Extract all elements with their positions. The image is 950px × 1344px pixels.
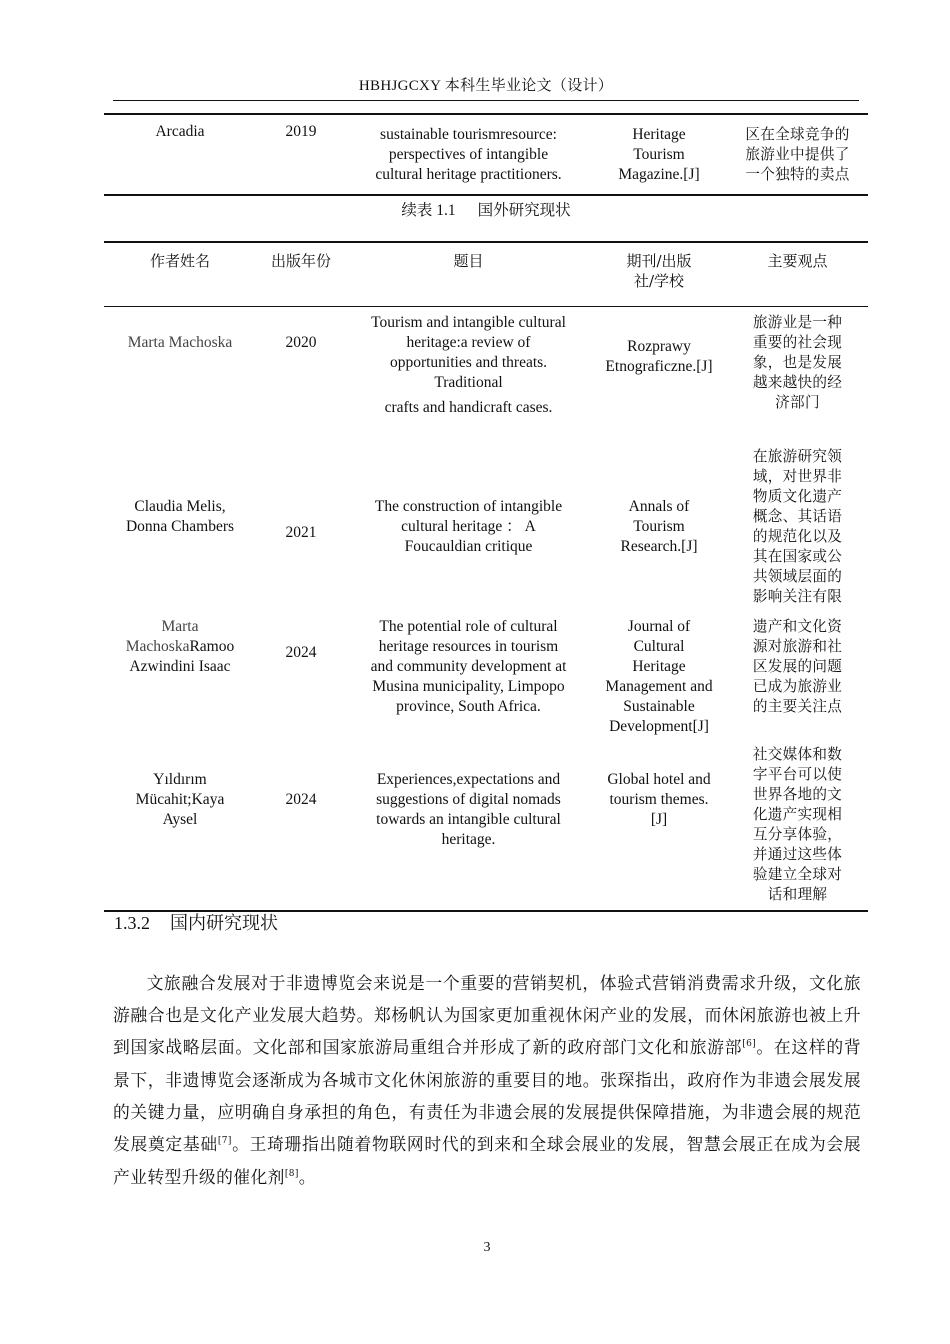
author-line xyxy=(104,637,256,657)
title-line: opportunities and threats. xyxy=(389,354,548,371)
header-year: 出版年份 xyxy=(256,242,346,307)
title-line: cultural heritage ： A xyxy=(401,518,536,535)
header-journal-line: 期刊/出版 xyxy=(626,252,692,270)
view-line: 化遗产实现相 xyxy=(752,806,843,823)
author-line: Aysel xyxy=(162,811,198,828)
view-line: 重要的社会现 xyxy=(752,334,843,351)
view-line: 影响关注有限 xyxy=(752,588,843,605)
view-line: 物质文化遗产 xyxy=(752,488,843,505)
view-line: 在旅游研究领 xyxy=(752,448,843,465)
header-journal xyxy=(591,242,727,307)
table-caption-title: 国外研究现状 xyxy=(477,201,571,219)
view-line: 旅游业中提供了 xyxy=(745,146,850,163)
author-line: Claudia Melis, xyxy=(134,498,226,515)
view-line: 社交媒体和数 xyxy=(752,746,843,763)
title-line: Experiences,expectations and xyxy=(376,771,561,788)
foreign-research-table xyxy=(104,241,868,912)
cell-view xyxy=(727,114,868,195)
section-heading xyxy=(114,910,278,937)
title-line: Musina municipality, Limpopo xyxy=(372,678,565,695)
journal-line: Heritage xyxy=(632,126,686,143)
table-row xyxy=(104,445,868,615)
view-line: 区发展的问题 xyxy=(752,658,843,675)
cell-author xyxy=(104,743,256,911)
journal-line: Research.[J] xyxy=(620,538,698,555)
table-caption xyxy=(104,199,868,222)
cell-view xyxy=(727,445,868,615)
author-line: Donna Chambers xyxy=(125,518,235,535)
cell-title xyxy=(346,307,591,446)
cell-title xyxy=(346,114,591,195)
author-name-part: Ramoo xyxy=(189,638,235,655)
citation-ref: [6] xyxy=(742,1039,757,1050)
journal-line: Journal of xyxy=(627,618,691,635)
cell-title xyxy=(346,445,591,615)
journal-line: Magazine.[J] xyxy=(618,166,700,183)
view-line: 世界各地的文 xyxy=(752,786,843,803)
journal-line: Cultural xyxy=(633,638,685,655)
view-line: 已成为旅游业 xyxy=(752,678,843,695)
author-line: Mücahit;Kaya xyxy=(135,791,225,808)
page-number: 3 xyxy=(483,1240,491,1255)
cell-author: Arcadia xyxy=(155,123,205,140)
cell-year: 2020 xyxy=(285,334,317,351)
title-line: province, South Africa. xyxy=(396,698,541,715)
view-line: 其在国家或公 xyxy=(752,548,843,565)
view-line: 的规范化以及 xyxy=(752,528,843,545)
paragraph-text: 。 xyxy=(298,1166,316,1187)
view-line: 象，也是发展 xyxy=(752,354,843,371)
citation-ref: [7] xyxy=(217,1136,232,1147)
author-line: Yıldırım xyxy=(153,771,207,788)
title-line: heritage. xyxy=(441,831,496,848)
cell-year: 2024 xyxy=(285,791,317,808)
view-line: 域，对世界非 xyxy=(752,468,843,485)
table-header-row xyxy=(104,242,868,307)
running-header: HBHJGCXY 本科生毕业论文（设计） xyxy=(358,78,614,94)
cell-year: 2021 xyxy=(285,524,317,541)
view-line: 验建立全球对 xyxy=(752,866,843,883)
cell-author: Marta Machoska xyxy=(127,334,233,351)
header-view: 主要观点 xyxy=(727,242,868,307)
title-line: Foucauldian critique xyxy=(404,538,533,555)
cell-view xyxy=(727,743,868,911)
journal-line: Tourism xyxy=(633,146,685,163)
view-line: 一个独特的卖点 xyxy=(745,166,850,183)
journal-line: tourism themes. xyxy=(609,791,709,808)
table-row xyxy=(104,114,868,195)
citation-ref: [8] xyxy=(284,1168,299,1179)
table-caption-number: 续表 1.1 xyxy=(401,202,456,219)
author-line: Marta xyxy=(161,618,199,635)
view-line: 旅游业是一种 xyxy=(752,314,843,331)
paragraph-text: 。王琦珊指出随着物联网时代的到来和全球会展业的发展，智慧会展正在成为会展产业转型升级的催化剂 xyxy=(113,1134,862,1187)
cell-author xyxy=(104,445,256,615)
continued-table-fragment xyxy=(104,113,868,196)
table-row xyxy=(104,615,868,743)
section-title: 国内研究现状 xyxy=(170,913,278,934)
cell-journal xyxy=(591,743,727,911)
cell-year: 2019 xyxy=(285,123,317,140)
table-row xyxy=(104,307,868,446)
view-line: 共领域层面的 xyxy=(752,568,843,585)
view-line: 源对旅游和社 xyxy=(752,638,843,655)
header-author: 作者姓名 xyxy=(104,242,256,307)
cell-view xyxy=(727,615,868,743)
view-line: 的主要关注点 xyxy=(752,698,843,715)
view-line: 话和理解 xyxy=(767,886,828,903)
paragraph-text: 。在这样的背景下，非遗博览会逐渐成为各城市文化休闲旅游的重要目的地。张琛指出，政府作为非遗会展发展的关键力量，应明确自身承担的角色，有责任为非遗会展的发展提供保障措施，为非遗会展的规范发展奠定基础 xyxy=(113,1037,862,1155)
cell-journal xyxy=(591,307,727,446)
title-line: heritage resources in tourism xyxy=(378,638,559,655)
header-title: 题目 xyxy=(346,242,591,307)
view-line: 互分享体验， xyxy=(752,826,843,843)
journal-line: Tourism xyxy=(633,518,685,535)
author-line: Azwindini Isaac xyxy=(129,658,231,675)
cell-title xyxy=(346,615,591,743)
journal-line: [J] xyxy=(650,811,668,828)
journal-line: Management and xyxy=(605,678,713,695)
view-line: 遗产和文化资 xyxy=(752,618,843,635)
title-line: cultural heritage practitioners. xyxy=(375,166,562,183)
journal-line: Etnograficzne.[J] xyxy=(605,358,713,375)
view-line: 概念、其话语 xyxy=(752,508,843,525)
title-line: suggestions of digital nomads xyxy=(376,791,561,808)
cell-view xyxy=(727,307,868,446)
cell-author xyxy=(104,615,256,743)
cell-journal xyxy=(591,445,727,615)
view-line: 越来越快的经 xyxy=(752,374,843,391)
journal-line: Sustainable xyxy=(623,698,695,715)
title-line: The construction of intangible xyxy=(374,498,563,515)
journal-line: Heritage xyxy=(632,658,686,675)
cell-journal xyxy=(591,615,727,743)
view-line: 并通过这些体 xyxy=(752,846,843,863)
view-line: 字平台可以使 xyxy=(752,766,843,783)
journal-line: Rozprawy xyxy=(627,338,691,355)
cell-journal xyxy=(591,114,727,195)
title-line: Traditional xyxy=(434,374,503,391)
title-line: The potential role of cultural xyxy=(379,618,558,635)
section-number: 1.3.2 xyxy=(114,913,150,933)
paragraph-text: 文旅融合发展对于非遗博览会来说是一个重要的营销契机，体验式营销消费需求升级，文化旅游融合也是文化产业发展大趋势。郑杨帆认为国家更加重视休闲产业的发展，而休闲旅游也被上升到国家战略层面。文化部和国家旅游局重组合并形成了新的政府部门文化和旅游部 xyxy=(113,972,861,1058)
author-name-part: Machoska xyxy=(125,638,190,655)
header-rule xyxy=(113,100,859,101)
view-line: 区在全球竞争的 xyxy=(745,126,850,143)
cell-year: 2024 xyxy=(285,644,317,661)
table-row xyxy=(104,743,868,911)
journal-line: Development[J] xyxy=(609,718,709,735)
title-line: crafts and handicraft cases. xyxy=(384,399,553,416)
title-line: Tourism and intangible cultural xyxy=(371,314,566,331)
header-journal-line: 社/学校 xyxy=(633,272,685,290)
title-line: sustainable tourismresource: xyxy=(380,126,557,143)
body-paragraph xyxy=(113,967,861,1193)
title-line: heritage:a review of xyxy=(406,334,531,351)
cell-title xyxy=(346,743,591,911)
title-line: and community development at xyxy=(370,658,567,675)
view-line: 济部门 xyxy=(775,394,820,411)
journal-line: Annals of xyxy=(628,498,690,515)
title-line: towards an intangible cultural xyxy=(376,811,561,828)
title-line: perspectives of intangible xyxy=(388,146,549,163)
journal-line: Global hotel and xyxy=(607,771,711,788)
